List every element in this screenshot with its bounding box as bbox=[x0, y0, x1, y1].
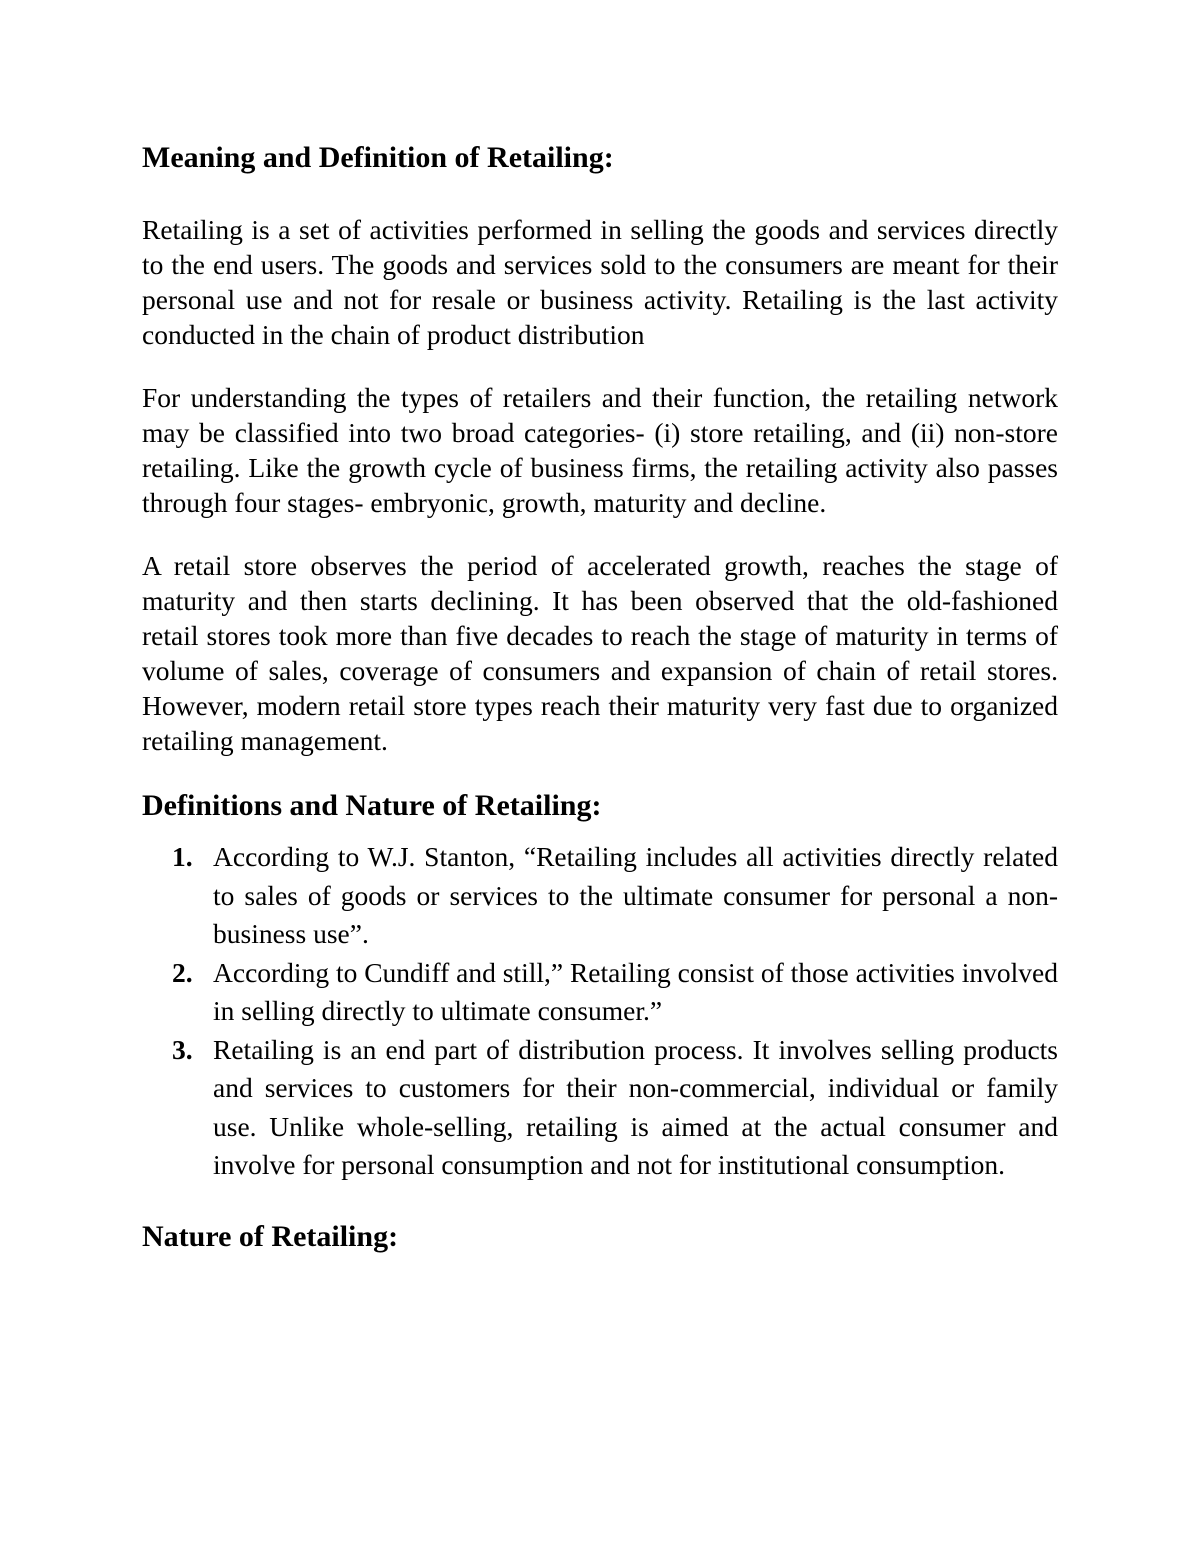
list-item-text: Retailing is an end part of distribution process. It involves selling products and services to customers for their non-commercial, individual or family use. Unlike whole-selling, retailing is aimed at the actual consumer and involve for personal consumption and not for institutional consumption. bbox=[213, 1033, 1058, 1180]
paragraph-retailing-types: For understanding the types of retailers and their function, the retailing network may be classified into two broad categories- (i) store retailing, and (ii) non-store retailing. Like the growth cycle of business firms, the retailing activity also passes through four stages- embryonic, growth, maturity and decline. bbox=[142, 382, 1058, 518]
section-heading-nature: Nature of Retailing: bbox=[142, 1219, 399, 1253]
document-page bbox=[142, 138, 1058, 1257]
definitions-list bbox=[142, 838, 1058, 1185]
list-item-text: According to Cundiff and still,” Retailing consist of those activities involved in selling directly to ultimate consumer.” bbox=[213, 956, 1058, 1026]
section-heading-meaning: Meaning and Definition of Retailing: bbox=[142, 141, 614, 174]
paragraph-retail-store-growth: A retail store observes the period of accelerated growth, reaches the stage of maturity and then starts declining. It has been observed that the old-fashioned retail stores took more than five decades to reach the stage of maturity in terms of volume of sales, coverage of consumers and expansion of chain of retail stores. However, modern retail store types reach their maturity very fast due to organized retailing management. bbox=[142, 550, 1058, 756]
list-item-text: According to W.J. Stanton, “Retailing includes all activities directly related to sales of goods or services to the ultimate consumer for personal a non-business use”. bbox=[213, 841, 1058, 949]
paragraph-retailing-definition: Retailing is a set of activities performed in selling the goods and services directly to the end users. The goods and services sold to the consumers are meant for their personal use and not for resale or business activity. Retailing is the last activity conducted in the chain of product distribution bbox=[142, 214, 1058, 350]
list-item bbox=[142, 838, 1058, 954]
list-number: 2. bbox=[172, 956, 193, 988]
list-item bbox=[142, 954, 1058, 1031]
list-number: 1. bbox=[172, 841, 193, 872]
list-number: 3. bbox=[172, 1033, 193, 1065]
section-heading-definitions: Definitions and Nature of Retailing: bbox=[142, 789, 602, 822]
list-item bbox=[142, 1031, 1058, 1185]
